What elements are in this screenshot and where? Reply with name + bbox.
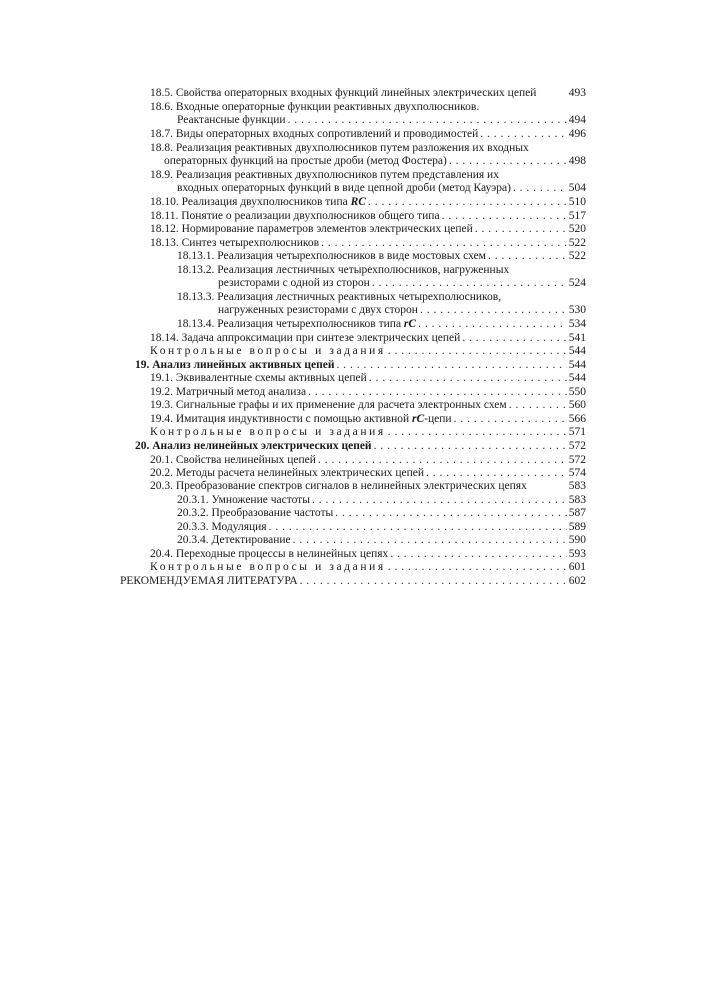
toc-entry-title: 18.13.4. Реализация четырехполюсников типа rC [177,318,417,330]
toc-entry-title: нагруженных резисторами с двух сторон [218,304,418,316]
dot-leader [480,128,566,141]
dot-leader [308,386,567,399]
toc-page-number: 522 [568,237,586,249]
dot-leader [269,521,567,534]
toc-entry-title: 20.3.1. Умножение частоты [177,494,310,506]
toc-page-number: 541 [568,332,586,344]
dot-leader [513,182,567,195]
toc-entry-title: 18.8. Реализация реактивных двухполюсников путем разложения их входных [150,142,529,154]
dot-leader [336,359,566,372]
dot-leader [318,454,567,467]
dot-leader [388,345,567,358]
dot-leader [462,332,567,345]
toc-entry-title: Контрольные вопросы и задания [150,561,386,573]
dot-leader [442,210,567,223]
toc-page-number: 572 [568,454,586,466]
toc-entry-title: 18.7. Виды операторных входных сопротивлений и проводимостей [150,128,479,140]
dot-leader [374,440,567,453]
toc-entry-title: 18.6. Входные операторные функции реактивных двухполюсников. [150,101,480,113]
toc-entry-title: 18.13. Синтез четырехполюсников [150,237,320,249]
toc-entry-title: 18.10. Реализация двухполюсников типа RC [150,196,366,208]
toc-page-number: 493 [568,87,586,99]
dot-leader [369,372,567,385]
toc-page-number: 572 [568,440,586,452]
toc-entry-title: 19.2. Матричный метод анализа [150,386,307,398]
toc-page-number: 560 [568,399,586,411]
toc-page-number: 530 [568,304,586,316]
dot-leader [475,223,567,236]
toc-entry-title: 18.13.1. Реализация четырехполюсников в виде мостовых схем [177,250,486,262]
toc-entry-title: РЕКОМЕНДУЕМАЯ ЛИТЕРАТУРА [120,575,298,587]
toc-entry-title: входных операторных функций в виде цепной дроби (метод Кауэра) [177,182,511,194]
toc-page-number: 544 [568,359,586,371]
toc-page-number: 496 [568,128,586,140]
toc-entry-title: 18.13.2. Реализация лестничных четырехполюсников, нагруженных [177,264,510,276]
toc-page-number: 587 [568,507,586,519]
toc-entry-title: Реактансные функции [177,114,286,126]
dot-leader [488,250,567,263]
toc-page-number: 583 [568,480,586,492]
dot-leader [388,561,567,574]
toc-entry-title: 19.1. Эквивалентные схемы активных цепей [150,372,367,384]
toc-entry-title: 18.14. Задача аппроксимации при синтезе электрических цепей [150,332,461,344]
toc-entry-title: Контрольные вопросы и задания [150,345,386,357]
toc-entry-title: 20.2. Методы расчета нелинейных электрических цепей [150,467,425,479]
dot-leader [293,534,567,547]
toc-entry-title: 18.11. Понятие о реализации двухполюсников общего типа [150,210,440,222]
dot-leader [420,304,567,317]
dot-leader [509,399,567,412]
toc-entry-title: 18.5. Свойства операторных входных функций линейных электрических цепей [150,87,537,99]
toc-page-number: 544 [568,372,586,384]
toc-page-number: 534 [568,318,586,330]
toc-entry-title: 20.4. Переходные процессы в нелинейных цепях [150,548,389,560]
toc-entry-title: Контрольные вопросы и задания [150,426,386,438]
toc-entry-title: 20.1. Свойства нелинейных цепей [150,454,316,466]
dot-leader [288,114,567,127]
toc-page-number: 517 [568,210,586,222]
toc-entry-title: 20.3.2. Преобразование частоты [177,507,334,519]
toc-page-number: 571 [568,426,586,438]
toc-entry-title: 20.3.4. Детектирование [177,534,291,546]
dot-leader [388,426,567,439]
toc-entry-title: операторных функций на простые дроби (метод Фостера) [164,155,447,167]
toc-entry-title: 18.9. Реализация реактивных двухполюсников путем представления их [150,169,499,181]
toc-entry-symbol: rC [412,413,425,425]
toc-entry-title: 19.4. Имитация индуктивности с помощью активной rC-цепи [150,413,452,425]
toc-entry-title: 20. Анализ нелинейных электрических цепей [135,440,372,452]
toc-page-number: 494 [568,114,586,126]
toc-entry-title: 19. Анализ линейных активных цепей [135,359,335,371]
toc-page-number: 520 [568,223,586,235]
dot-leader [335,507,567,520]
toc-entry-title-tail: -цепи [424,413,452,425]
toc-page-number: 593 [568,548,586,560]
toc-page-number: 602 [568,575,586,587]
toc-entry-title: 20.3.3. Модуляция [177,521,267,533]
toc-page-number: 498 [568,155,586,167]
toc-entry-title: 18.13.3. Реализация лестничных реактивных четырехполюсников, [177,291,502,303]
toc-page-number: 522 [568,250,586,262]
toc-entry-title: резисторами с одной из сторон [218,277,370,289]
toc-page-number: 510 [568,196,586,208]
dot-leader [372,277,567,290]
dot-leader [418,318,567,331]
toc-page-number: 590 [568,534,586,546]
toc-entry-symbol: RC [350,196,366,208]
toc-page-number: 601 [568,561,586,573]
dot-leader [368,196,567,209]
dot-leader [426,467,567,480]
toc-page-number: 524 [568,277,586,289]
dot-leader [300,575,567,588]
dot-leader [454,413,567,426]
toc-entry-title: 19.3. Сигнальные графы и их применение для расчета электронных схем [150,399,507,411]
dot-leader [390,548,566,561]
toc-entry-title: 20.3. Преобразование спектров сигналов в нелинейных электрических цепях [150,480,527,492]
toc-entry-symbol: rC [403,318,417,330]
toc-page-number: 574 [568,467,586,479]
dot-leader [321,237,567,250]
dot-leader [312,494,567,507]
toc-page-number: 544 [568,345,586,357]
toc-page-number: 566 [568,413,586,425]
toc-page-number: 589 [568,521,586,533]
toc-entry-title: 18.12. Нормирование параметров элементов электрических цепей [150,223,473,235]
toc-page-number: 504 [568,182,586,194]
toc-page-number: 583 [568,494,586,506]
toc-page-number: 550 [568,386,586,398]
dot-leader [449,155,567,168]
